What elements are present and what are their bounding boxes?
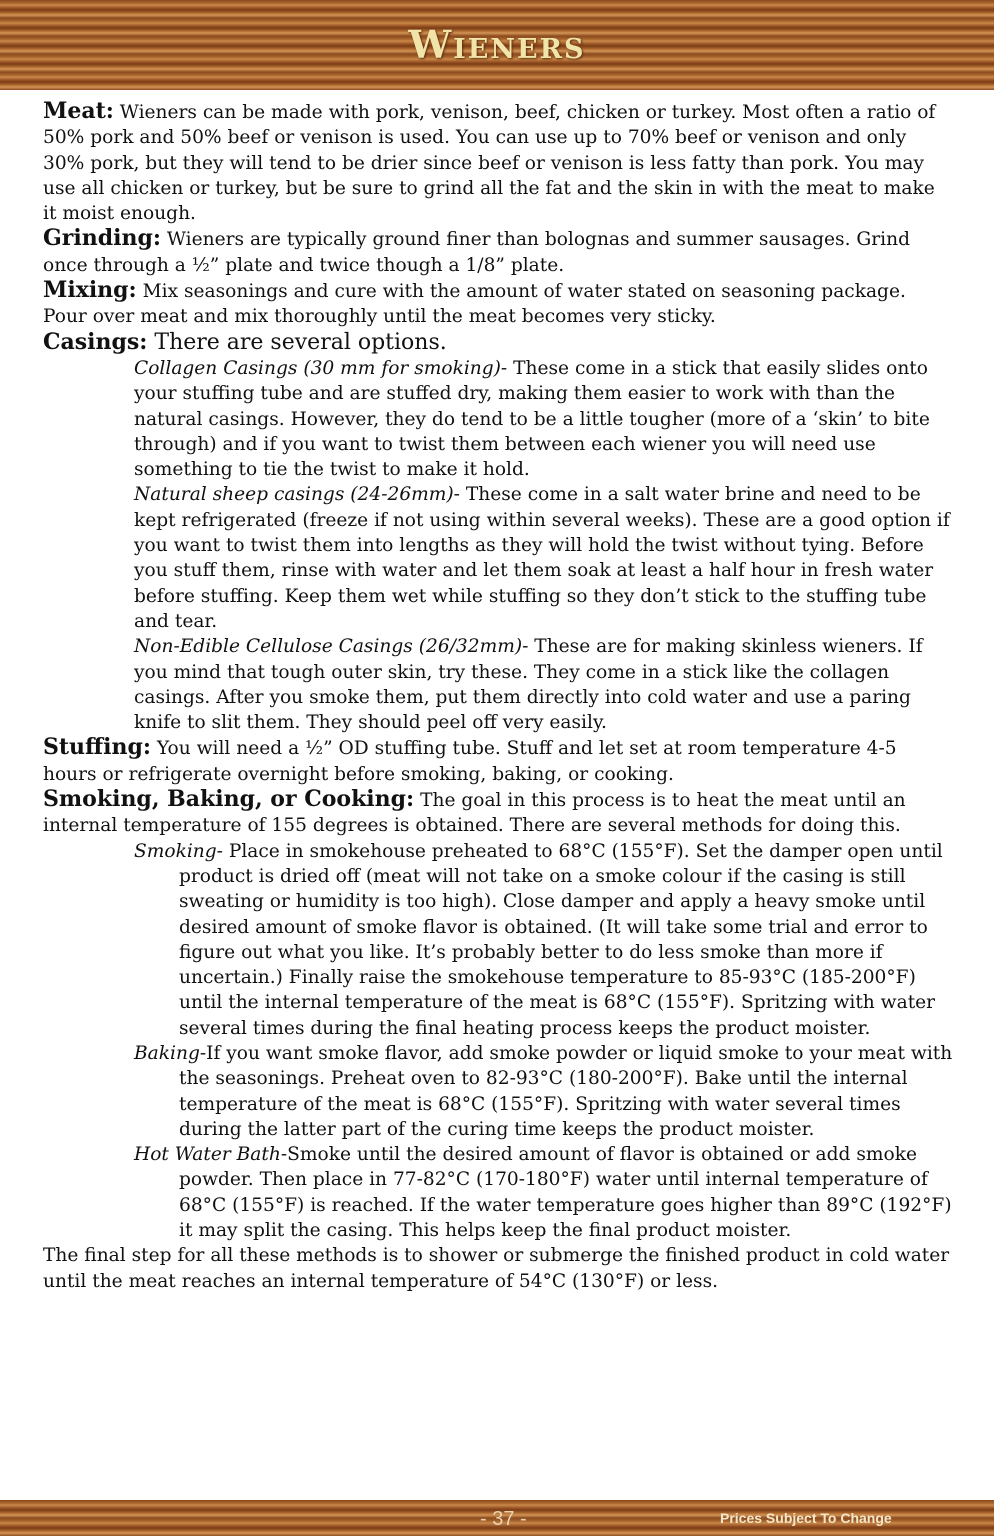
stuffing-text: You will need a ½” OD stuffing tube. Stuff and let set at room temperature 4-5 hours or refrigerate overnight before smoking, baking, or cooking. [43,738,897,785]
casings-text: There are several options. [147,329,447,355]
casing-item [43,634,953,735]
smoking-paragraph [43,787,953,839]
casing-text: - These come in a stick that easily slides onto your stuffing tube and are stuffed dry, making them easier to work with than the natural casings. However, they do tend to be a little tougher (more of a ‘skin’ to bite through) and if you want to twist them between each wiener you will need use something to tie the twist to make it hold. [134,357,930,481]
grinding-text: Wieners are typically ground finer than bolognas and summer sausages. Grind once through a ½” plate and twice though a 1/8” plate. [43,229,910,276]
casing-name: Collagen Casings (30 mm for smoking) [134,357,501,379]
method-text: -If you want smoke flavor, add smoke powder or liquid smoke to your meat with the seasonings. Preheat oven to 82-93°C (180-200°F). Bake until the internal temperature of the meat is 68°C (155°F). Spritzing with water several times during the latter part of the curing time keeps the product moister. [179,1042,953,1140]
stuffing-heading: Stuffing: [43,734,151,761]
final-step-paragraph: The final step for all these methods is to shower or submerge the finished product in cold water until the meat reaches an internal temperature of 54°C (130°F) or less. [43,1245,950,1292]
casing-text: - These are for making skinless wieners. If you mind that tough outer skin, try these. They come in a stick like the collagen casings. After you smoke them, put them directly into cold water and use a paring knife to slit them. They should peel off very easily. [134,636,923,734]
casing-item [43,356,953,482]
page-header [0,0,994,90]
casings-heading: Casings: [43,328,148,355]
method-text: - Place in smokehouse preheated to 68°C (155°F). Set the damper open until product is dried off (meat will not take on a smoke colour if the casing is still sweating or humidity is too high). Close damper and apply a heavy smoke until desired amount of smoke flavor is obtained. (It will take some trial and error to figure out what you like. It’s probably better to do less smoke than more if uncertain.) Finally raise the smokehouse temperature to 85-93°C (185-200°F) until the internal temperature of the meat is 68°C (155°F). Spritzing with water several times during the final heating process keeps the product moister. [179,840,943,1039]
casing-name: Non-Edible Cellulose Casings (26/32mm) [134,636,523,658]
smoking-text: The goal in this process is to heat the meat until an internal temperature of 155 degrees is obtained. There are several methods for doing this. [43,790,906,837]
meat-text: Wieners can be made with pork, venison, beef, chicken or turkey. Most often a ratio of 50% pork and 50% beef or venison is used. You can use up to 70% beef or venison and only 30% pork, but they will tend to be drier since beef or venison is less fatty than pork. You may use all chicken or turkey, but be sure to grind all the fat and the skin in with the meat to make it moist enough. [43,102,936,225]
mixing-paragraph [43,278,953,330]
page-footer [0,1500,994,1536]
casing-name: Natural sheep casings (24-26mm) [134,484,454,506]
method-name: Hot Water Bath [134,1144,281,1166]
method-name: Baking [134,1042,200,1064]
method-name: Smoking [134,840,217,862]
stuffing-paragraph [43,735,953,787]
page-number: - 37 - [480,1508,527,1530]
method-item [43,839,953,1041]
page-title: Wieners [408,22,586,67]
grinding-paragraph [43,226,953,278]
document-body [43,99,953,1294]
meat-heading: Meat: [43,98,114,124]
footer-note: Prices Subject To Change [720,1510,892,1526]
meat-paragraph [43,99,953,226]
grinding-heading: Grinding: [43,225,161,252]
casings-paragraph [43,330,953,356]
method-item [43,1041,953,1142]
mixing-text: Mix seasonings and cure with the amount of water stated on seasoning package. Pour over meat and mix thoroughly until the meat becomes very sticky. [43,281,906,328]
smoking-heading: Smoking, Baking, or Cooking: [43,786,415,813]
mixing-heading: Mixing: [43,277,137,304]
casing-text: - These come in a salt water brine and need to be kept refrigerated (freeze if not using within several weeks). These are a good option if you want to twist them into lengths as they will hold the twist without tying. Before you stuff them, rinse with water and let them soak at least a half hour in fresh water before stuffing. Keep them wet while stuffing so they don’t stick to the stuffing tube and tear. [134,484,950,632]
method-item [43,1142,953,1243]
method-text: -Smoke until the desired amount of flavor is obtained or add smoke powder. Then place in 77-82°C (170-180°F) water until internal temperature of 68°C (155°F) is reached. If the water temperature goes higher than 89°C (192°F) it may split the casing. This helps keep the final product moister. [179,1144,952,1242]
casing-item [43,482,953,634]
